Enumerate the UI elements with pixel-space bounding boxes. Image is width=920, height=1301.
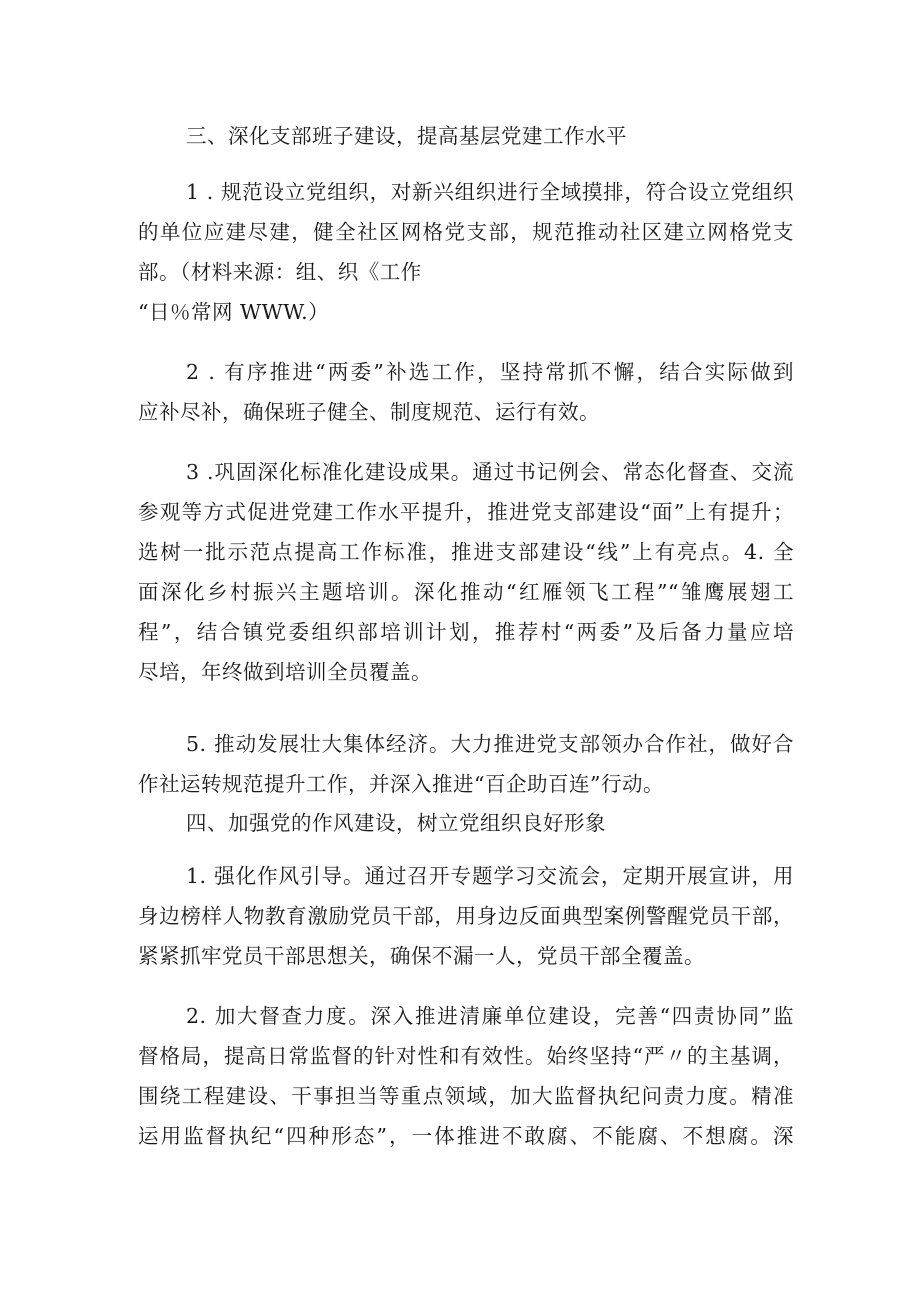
section3-heading-text: 三、深化支部班子建设，提高基层党建工作水平	[186, 124, 627, 148]
paragraph-line: 部。（材料来源：组、织《工作	[138, 260, 422, 284]
paragraph-line: 程”，结合镇党委组织部培训计划，推荐村“两委”及后备力量应培	[138, 620, 794, 644]
paragraph-line: 紧紧抓牢党员干部思想关，确保不漏一人，党员干部全覆盖。	[138, 944, 705, 968]
paragraph-line: 1. 强化作风引导。通过召开专题学习交流会，定期开展宣讲，用	[186, 864, 794, 888]
section3-heading	[138, 116, 794, 156]
section3-item1-paragraph	[138, 172, 794, 332]
paragraph-line: 身边榜样人物教育激励党员干部，用身边反面典型案例警醒党员干部，	[138, 904, 794, 928]
paragraph-line: 运用监督执纪“四种形态”，一体推进不敢腐、不能腐、不想腐。深	[138, 1124, 794, 1148]
section3-item3-paragraph	[138, 452, 794, 692]
paragraph-line: 围绕工程建设、干事担当等重点领域，加大监督执纪问责力度。精准	[138, 1084, 794, 1108]
paragraph-line: 2. 加大督查力度。深入推进清廉单位建设，完善“四责协同”监	[186, 1004, 794, 1028]
paragraph-line: 5. 推动发展壮大集体经济。大力推进党支部领办合作社，做好合	[186, 732, 794, 756]
paragraph-line: 作社运转规范提升工作，并深入推进“百企助百连”行动。	[138, 772, 664, 796]
paragraph-line: 3 .巩固深化标准化建设成果。通过书记例会、常态化督查、交流	[186, 460, 794, 484]
paragraph-line: 1 . 规范设立党组织，对新兴组织进行全域摸排，符合设立党组织	[186, 180, 794, 204]
paragraph-line: 督格局，提高日常监督的针对性和有效性。始终坚持“严〃的主基调，	[138, 1044, 794, 1068]
paragraph-line: 面深化乡村振兴主题培训。深化推动“红雁领飞工程”“雏鹰展翅工	[138, 580, 794, 604]
paragraph-line: 尽培，年终做到培训全员覆盖。	[138, 660, 432, 684]
paragraph-line: “日％常网 WWW.）	[138, 300, 330, 324]
paragraph-line: 2 . 有序推进“两委”补选工作，坚持常抓不懈，结合实际做到	[186, 360, 794, 384]
paragraph-line: 参观等方式促进党建工作水平提升，推进党支部建设“面”上有提升；	[138, 500, 794, 524]
section4-heading-text: 四、加强党的作风建设，树立党组织良好形象	[186, 811, 606, 835]
section4-heading	[138, 803, 794, 843]
paragraph-line: 选树一批示范点提高工作标准，推进支部建设“线”上有亮点。4. 全	[138, 540, 794, 564]
paragraph-line: 应补尽补，确保班子健全、制度规范、运行有效。	[138, 400, 600, 424]
section4-item2-paragraph	[138, 996, 794, 1156]
section4-item1-paragraph	[138, 856, 794, 976]
section3-item5-paragraph	[138, 724, 794, 804]
paragraph-line: 的单位应建尽建，健全社区网格党支部，规范推动社区建立网格党支	[138, 220, 794, 244]
section3-item2-paragraph	[138, 352, 794, 432]
